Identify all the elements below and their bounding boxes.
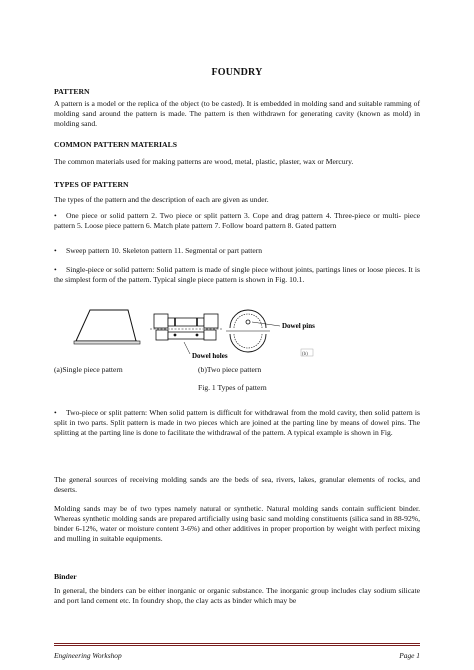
bullet-item xyxy=(54,408,420,438)
bullet-text: Sweep pattern 10. Skeleton pattern 11. Segmental or part pattern xyxy=(66,246,263,255)
two-piece-pattern-drawing xyxy=(150,314,222,340)
heading-pattern: PATTERN xyxy=(54,87,90,96)
figure-caption: Fig. 1 Types of pattern xyxy=(198,383,267,392)
label-dowel-holes: Dowel holes xyxy=(192,352,228,360)
page-title: FOUNDRY xyxy=(211,67,263,78)
heading-types: TYPES OF PATTERN xyxy=(54,180,129,189)
bullet-item xyxy=(54,246,420,256)
bullet-text: Two-piece or split pattern: When solid pattern is difficult for withdrawal from the mold cavity, then solid pattern is split in two parts. Split pattern is made in two pieces which are joined at the parting line by means of dowel pins. The splitting at the parting line is done to facilitate the withdrawal of the pattern. A typical example is shown in Fig. xyxy=(54,408,420,438)
footer-page-number: Page 1 xyxy=(399,651,420,660)
figure-types-of-pattern xyxy=(54,296,420,366)
caption-two-piece: (b)Two piece pattern xyxy=(198,365,262,374)
footer-course-title: Engineering Workshop xyxy=(54,651,122,660)
bullet-icon: • xyxy=(54,265,57,274)
single-piece-pattern-drawing xyxy=(74,310,140,344)
bullet-text: One piece or solid pattern 2. Two piece or split pattern 3. Cope and drag pattern 4. Three-piece or multi- piece pattern 5. Loose piece pattern 6. Match plate pattern 7. Follow board pattern 8. Gated pattern xyxy=(54,211,420,231)
bullet-item xyxy=(54,265,420,285)
label-figure-tag: (b) xyxy=(302,352,308,357)
bullet-item xyxy=(54,211,420,231)
bullet-icon: • xyxy=(54,246,57,255)
paragraph-binder: In general, the binders can be either inorganic or organic substance. The inorganic group includes clay sodium silicate and port land cement etc. In foundry shop, the clay acts as binder which may be xyxy=(54,586,420,606)
paragraph-sand-sources: The general sources of receiving molding sands are the beds of sea, rivers, lakes, granular elements of rocks, and deserts. xyxy=(54,475,420,495)
bullet-icon: • xyxy=(54,408,57,417)
label-dowel-pins: Dowel pins xyxy=(282,322,315,330)
bullet-text: Single-piece or solid pattern: Solid pattern is made of single piece without joints, partings lines or loose pieces. It is the simplest form of the pattern. Typical single piece pattern is shown in Fig. 10.1. xyxy=(54,265,420,285)
footer-divider xyxy=(54,643,420,644)
bullet-icon: • xyxy=(54,211,57,220)
heading-binder: Binder xyxy=(54,572,77,581)
paragraph-molding-sands: Molding sands may be of two types namely natural or synthetic. Natural molding sands contain sufficient binder. Whereas synthetic molding sands are prepared artificially using basic sand molding constituents (silica sand in 88-92%, binder 6-12%, water or moisture content 3-6%) and other additives in proper proportion by weight with perfect mixing and mulling in suitable equipments. xyxy=(54,504,420,544)
split-pattern-circle-drawing xyxy=(226,310,280,352)
caption-single-piece: (a)Single piece pattern xyxy=(54,365,123,374)
paragraph-types-intro: The types of the pattern and the description of each are given as under. xyxy=(54,195,269,204)
figure-drawing xyxy=(54,296,420,366)
paragraph-pattern: A pattern is a model or the replica of the object (to be casted). It is embedded in molding sand and suitable ramming of molding sand around the pattern is made. The pattern is then withdrawn for generating cavity (known as mold) in molding sand. xyxy=(54,99,420,129)
heading-materials: COMMON PATTERN MATERIALS xyxy=(54,140,177,149)
paragraph-materials: The common materials used for making patterns are wood, metal, plastic, plaster, wax or Mercury. xyxy=(54,157,354,166)
footer-divider-thin xyxy=(54,645,420,646)
